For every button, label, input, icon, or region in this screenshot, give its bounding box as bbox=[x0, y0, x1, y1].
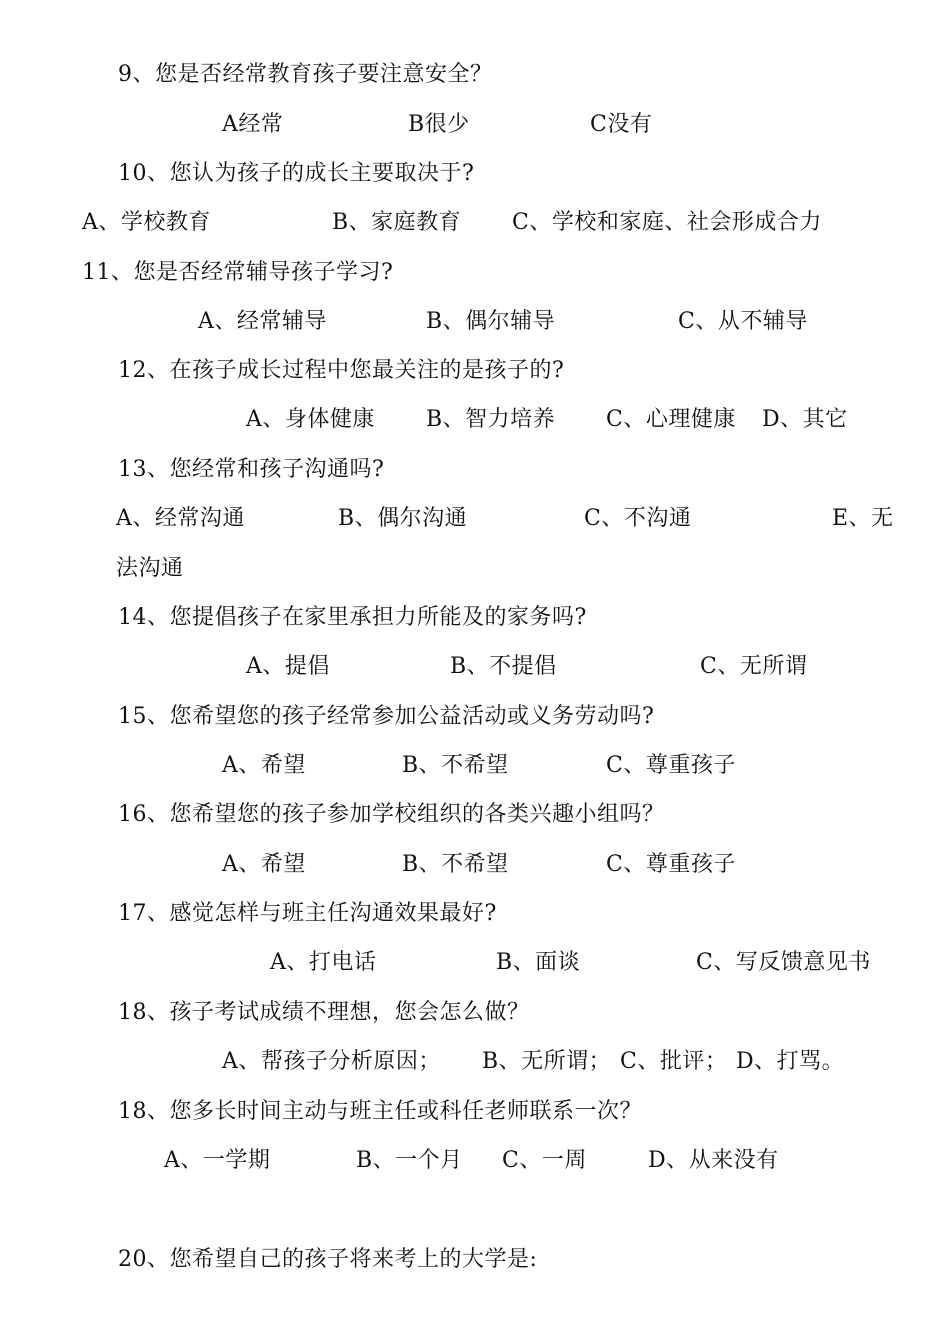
question-17: 17、感觉怎样与班主任沟通效果最好? bbox=[118, 901, 497, 926]
option-17b: B、面谈 bbox=[496, 950, 581, 975]
option-14b: B、不提倡 bbox=[450, 654, 557, 679]
option-11a: A、经常辅导 bbox=[198, 309, 327, 334]
option-10b: B、家庭教育 bbox=[332, 210, 462, 235]
option-15a: A、希望 bbox=[222, 753, 306, 778]
option-15c: C、尊重孩子 bbox=[606, 753, 736, 778]
question-18-contact: 18、您多长时间主动与班主任或科任老师联系一次？ bbox=[118, 1099, 642, 1124]
option-18-contact-d: D、从来没有 bbox=[648, 1148, 779, 1173]
option-9b: B很少 bbox=[408, 112, 470, 137]
option-13b: B、偶尔沟通 bbox=[338, 506, 468, 531]
option-13a: A、经常沟通 bbox=[116, 506, 245, 531]
question-13: 13、您经常和孩子沟通吗? bbox=[118, 457, 385, 482]
option-12a: A、身体健康 bbox=[246, 407, 375, 432]
question-12: 12、在孩子成长过程中您最关注的是孩子的? bbox=[118, 358, 565, 383]
question-16: 16、您希望您的孩子参加学校组织的各类兴趣小组吗？ bbox=[118, 802, 665, 827]
option-18-contact-b: B、一个月 bbox=[356, 1148, 463, 1173]
option-16b: B、不希望 bbox=[402, 852, 509, 877]
option-9a: A经常 bbox=[222, 112, 284, 137]
option-18a: A、帮孩子分析原因； bbox=[222, 1049, 441, 1074]
option-11c: C、从不辅导 bbox=[678, 309, 808, 334]
question-15: 15、您希望您的孩子经常参加公益活动或义务劳动吗? bbox=[118, 704, 655, 729]
option-18b: B、无所谓； bbox=[482, 1049, 612, 1074]
option-14a: A、提倡 bbox=[246, 654, 330, 679]
option-17a: A、打电话 bbox=[270, 950, 377, 975]
option-16a: A、希望 bbox=[222, 852, 306, 877]
question-9: 9、您是否经常教育孩子要注意安全？ bbox=[118, 62, 493, 87]
question-11: 11、您是否经常辅导孩子学习? bbox=[82, 260, 394, 285]
option-12b: B、智力培养 bbox=[426, 407, 556, 432]
question-14: 14、您提倡孩子在家里承担力所能及的家务吗? bbox=[118, 605, 587, 630]
option-18d: D、打骂。 bbox=[736, 1049, 845, 1074]
option-11b: B、偶尔辅导 bbox=[426, 309, 556, 334]
option-13e: E、无 bbox=[832, 506, 894, 531]
question-18: 18、孩子考试成绩不理想，您会怎么做？ bbox=[118, 1000, 530, 1025]
option-13e-continuation: 法沟通 bbox=[116, 556, 184, 581]
option-18c: C、批评； bbox=[620, 1049, 728, 1074]
option-12c: C、心理健康 bbox=[606, 407, 736, 432]
option-18-contact-c: C、一周 bbox=[502, 1148, 587, 1173]
question-10: 10、您认为孩子的成长主要取决于? bbox=[118, 161, 475, 186]
option-10a: A、学校教育 bbox=[82, 210, 211, 235]
option-10c: C、学校和家庭、社会形成合力 bbox=[512, 210, 822, 235]
option-13c: C、不沟通 bbox=[584, 506, 692, 531]
option-15b: B、不希望 bbox=[402, 753, 509, 778]
option-12d: D、其它 bbox=[762, 407, 848, 432]
question-20: 20、您希望自己的孩子将来考上的大学是: bbox=[118, 1247, 538, 1272]
option-9c: C没有 bbox=[590, 112, 653, 137]
option-17c: C、写反馈意见书 bbox=[696, 950, 871, 975]
option-14c: C、无所谓 bbox=[700, 654, 808, 679]
option-18-contact-a: A、一学期 bbox=[164, 1148, 271, 1173]
option-16c: C、尊重孩子 bbox=[606, 852, 736, 877]
